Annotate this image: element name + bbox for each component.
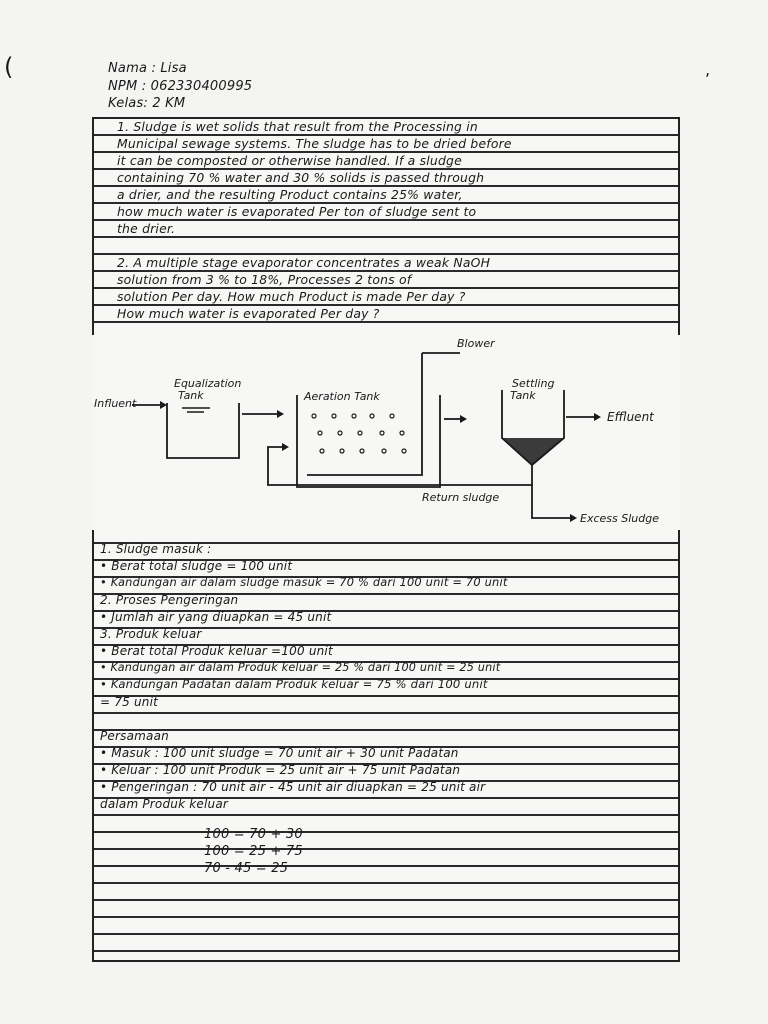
student-npm: NPM : 062330400995 xyxy=(108,79,253,94)
solution-line: • Berat total sludge = 100 unit xyxy=(100,559,293,573)
question-1-line: a drier, and the resulting Product contains 25% water, xyxy=(117,187,463,202)
aeration-label: Aeration Tank xyxy=(304,390,380,403)
influent-label: Influent xyxy=(94,397,137,410)
equalization-label: Equalization xyxy=(174,377,242,390)
solution-line: • Berat total Produk keluar =100 unit xyxy=(100,644,333,658)
persamaan-title: Persamaan xyxy=(100,729,169,743)
margin-mark: ( xyxy=(4,53,14,81)
solution-line: • Jumlah air yang diuapkan = 45 unit xyxy=(100,610,332,624)
question-1-line: how much water is evaporated Per ton of sludge sent to xyxy=(117,204,477,219)
question-2-line: 2. A multiple stage evaporator concentrates a weak NaOH xyxy=(117,255,491,270)
lined-paper xyxy=(92,117,680,962)
question-1-line: the drier. xyxy=(117,221,176,236)
student-name: Nama : Lisa xyxy=(108,61,187,76)
blower-label: Blower xyxy=(457,337,495,350)
equation: 100 = 25 + 75 xyxy=(204,844,303,859)
question-1-line: containing 70 % water and 30 % solids is passed through xyxy=(117,170,485,185)
persamaan-line: dalam Produk keluar xyxy=(100,797,229,811)
question-1-line: 1. Sludge is wet solids that result from the Processing in xyxy=(117,119,478,134)
settling-label: Settling xyxy=(512,377,555,390)
excess-sludge-label: Excess Sludge xyxy=(580,512,659,525)
question-2-line: How much water is evaporated Per day ? xyxy=(117,306,380,321)
equalization-tank-label: Tank xyxy=(178,389,204,402)
solution-line: 2. Proses Pengeringan xyxy=(100,593,239,607)
settling-tank-label: Tank xyxy=(510,389,536,402)
solution-line: • Kandungan air dalam sludge masuk = 70 % dari 100 unit = 70 unit xyxy=(100,575,508,589)
equation: 70 - 45 = 25 xyxy=(204,861,289,876)
persamaan-line: • Pengeringan : 70 unit air - 45 unit air diuapkan = 25 unit air xyxy=(100,780,486,794)
margin-dot: , xyxy=(705,60,711,79)
persamaan-line: • Masuk : 100 unit sludge = 70 unit air + 30 unit Padatan xyxy=(100,746,459,760)
persamaan-line: • Keluar : 100 unit Produk = 25 unit air + 75 unit Padatan xyxy=(100,763,461,777)
equation: 100 = 70 + 30 xyxy=(204,827,303,842)
solution-line: 3. Produk keluar xyxy=(100,627,202,641)
return-sludge-label: Return sludge xyxy=(422,491,500,504)
solution-line: = 75 unit xyxy=(100,695,159,709)
question-1-line: it can be composted or otherwise handled. If a sludge xyxy=(117,153,462,168)
student-class: Kelas: 2 KM xyxy=(108,96,186,111)
solution-line: • Kandungan Padatan dalam Produk keluar = 75 % dari 100 unit xyxy=(100,677,488,691)
effluent-label: Effluent xyxy=(607,410,654,424)
solution-line: • Kandungan air dalam Produk keluar = 25 % dari 100 unit = 25 unit xyxy=(100,661,501,674)
solution-line: 1. Sludge masuk : xyxy=(100,542,212,556)
question-2-line: solution from 3 % to 18%, Processes 2 tons of xyxy=(117,272,412,287)
question-1-line: Municipal sewage systems. The sludge has to be dried before xyxy=(117,136,512,151)
process-diagram xyxy=(92,335,680,530)
question-2-line: solution Per day. How much Product is made Per day ? xyxy=(117,289,466,304)
